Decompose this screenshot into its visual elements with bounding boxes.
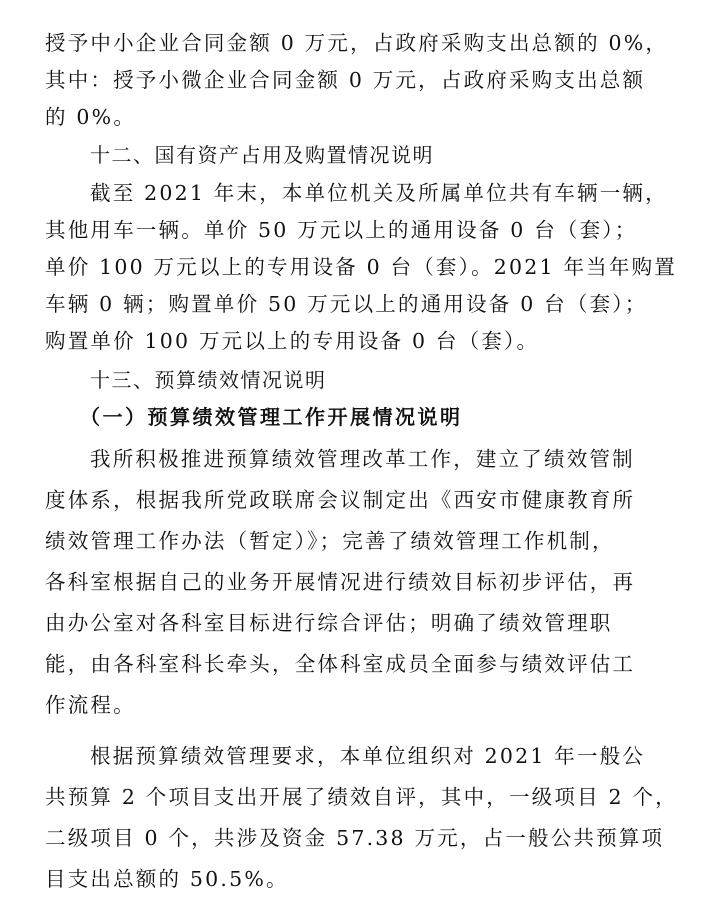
- text-line: 共预算 2 个项目支出开展了绩效自评，其中，一级项目 2 个，: [45, 785, 678, 809]
- text-line: 其他用车一辆。单价 50 万元以上的通用设备 0 台（套）；: [45, 218, 638, 242]
- text-line: 车辆 0 辆；购置单价 50 万元以上的通用设备 0 台（套）；: [45, 292, 648, 316]
- text-line: 度体系，根据我所党政联席会议制定出《西安市健康教育所: [45, 488, 636, 512]
- text-line: 绩效管理工作办法（暂定）》；完善了绩效管理工作机制，: [45, 529, 615, 553]
- text-line: 截至 2021 年末，本单位机关及所属单位共有车辆一辆，: [90, 181, 668, 205]
- text-line: 单价 100 万元以上的专用设备 0 台（套）。2021 年当年购置: [45, 255, 677, 279]
- text-line: 各科室根据自己的业务开展情况进行绩效目标初步评估，再: [45, 570, 636, 594]
- text-line: 我所积极推进预算绩效管理改革工作，建立了绩效管制: [90, 447, 635, 471]
- section-heading-12: 十二、国有资产占用及购置情况说明: [90, 143, 434, 167]
- text-line: 作流程。: [45, 693, 136, 717]
- text-line: 其中：授予小微企业合同金额 0 万元，占政府采购支出总额: [45, 68, 646, 92]
- text-line: 由办公室对各科室目标进行综合评估；明确了绩效管理职: [45, 611, 613, 635]
- text-line: 的 0%。: [45, 105, 137, 129]
- text-line: 购置单价 100 万元以上的专用设备 0 台（套）。: [45, 329, 540, 353]
- text-line: 能，由各科室科长牵头，全体科室成员全面参与绩效评估工: [45, 652, 636, 676]
- text-line: 目支出总额的 50.5%。: [45, 867, 289, 891]
- text-line: 授予中小企业合同金额 0 万元，占政府采购支出总额的 0%，: [45, 31, 669, 55]
- subsection-heading-1: （一）预算绩效管理工作开展情况说明: [80, 405, 463, 429]
- text-line: 根据预算绩效管理要求，本单位组织对 2021 年一般公: [90, 744, 646, 768]
- text-line: 二级项目 0 个，共涉及资金 57.38 万元，占一般公共预算项: [45, 826, 665, 850]
- section-heading-13: 十三、预算绩效情况说明: [90, 368, 327, 392]
